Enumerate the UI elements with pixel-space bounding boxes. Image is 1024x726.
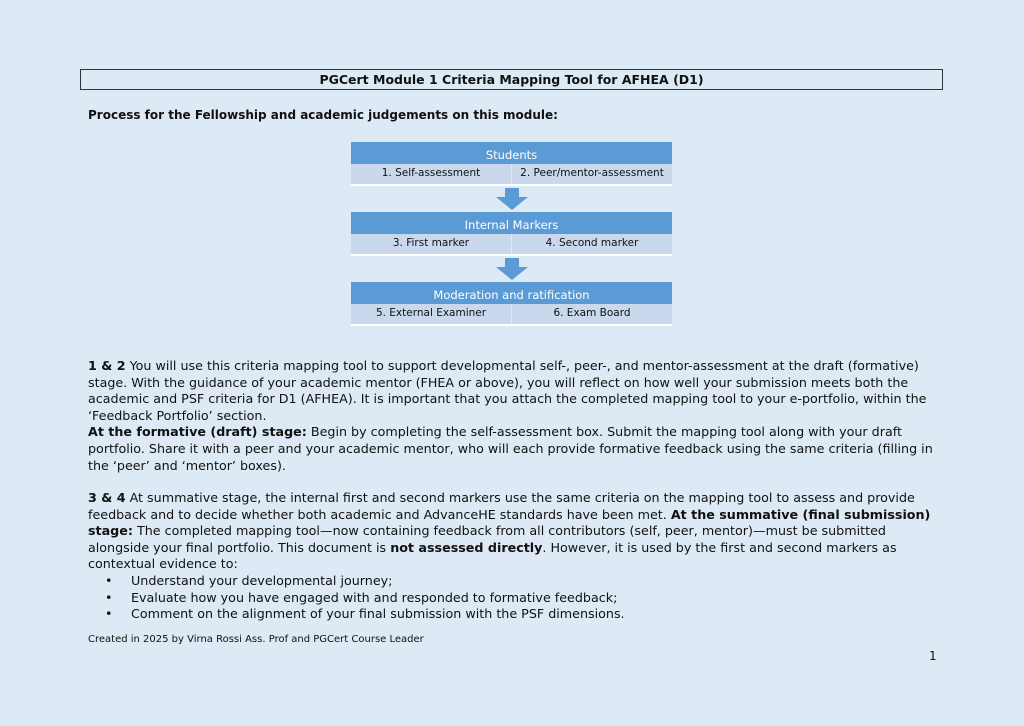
not-assessed-emphasis: not assessed directly — [390, 539, 543, 555]
list-item: • Comment on the alignment of your final submission with the PSF dimensions. — [131, 606, 948, 623]
section-text: You will use this criteria mapping tool to support developmental self-, peer-, and mentor-assessment at the draft (formative) stage. With the guidance of your academic mentor (FHEA or above), you will reflect on how well your submission meets both the academic and PSF criteria for D1 (AFHEA). It is important that you attach the completed mapping tool to your e-portfolio, within the ‘Feedback Portfolio’ section. — [88, 358, 927, 423]
process-subheading: Process for the Fellowship and academic judgements on this module: — [88, 108, 558, 122]
summative-text: The completed mapping tool—now containing feedback from all contributors (self, peer, mentor)—must be submitted alongside your final portfolio. This document is — [88, 523, 886, 555]
formative-section — [88, 358, 948, 474]
document-title: PGCert Module 1 Criteria Mapping Tool for AFHEA (D1) — [80, 69, 943, 90]
list-item: • Understand your developmental journey; — [131, 573, 948, 590]
summative-section — [88, 490, 948, 623]
after-text: . However, it is used by the first and second markers as contextual evidence to: — [88, 539, 897, 572]
stage-moderation — [351, 282, 672, 326]
stage-item-first-marker: 3. First marker — [392, 237, 470, 249]
formative-text: Begin by completing the self-assessment box. Submit the mapping tool along with your draft portfolio. Share it with a peer and your academic mentor, who will each provide formative feedback using the same criteria (filling in the ‘peer’ and ‘mentor’ boxes). — [88, 424, 933, 473]
summative-label: At the summative (final submission) stage: — [88, 506, 931, 539]
stage-internal-markers — [351, 212, 672, 256]
formative-label: At the formative (draft) stage: — [88, 424, 307, 440]
section-lead: 1 & 2 — [88, 358, 126, 373]
section-text: At summative stage, the internal first and second markers use the same criteria on the mapping tool to assess and provide feedback and to decide whether both academic and AdvanceHE standards have been met. — [88, 490, 915, 522]
page-number: 1 — [929, 649, 937, 663]
stage-title: Moderation and ratification — [351, 282, 672, 304]
process-diagram — [351, 142, 672, 326]
stage-item-self-assessment: 1. Self-assessment — [381, 167, 481, 179]
stage-item-peer-mentor-assessment: 2. Peer/mentor-assessment — [511, 164, 672, 184]
section-lead: 3 & 4 — [88, 490, 126, 505]
stage-item-second-marker: 4. Second marker — [511, 234, 672, 254]
down-arrow-icon — [496, 188, 528, 210]
stage-title: Internal Markers — [351, 212, 672, 234]
evidence-list — [88, 573, 948, 623]
stage-item-external-examiner: 5. External Examiner — [375, 307, 487, 319]
stage-students — [351, 142, 672, 186]
stage-title: Students — [351, 142, 672, 164]
down-arrow-icon — [496, 258, 528, 280]
list-item: • Evaluate how you have engaged with and responded to formative feedback; — [131, 590, 948, 607]
footer-note: Created in 2025 by Virna Rossi Ass. Prof and PGCert Course Leader — [88, 634, 424, 645]
stage-item-exam-board: 6. Exam Board — [511, 304, 672, 324]
